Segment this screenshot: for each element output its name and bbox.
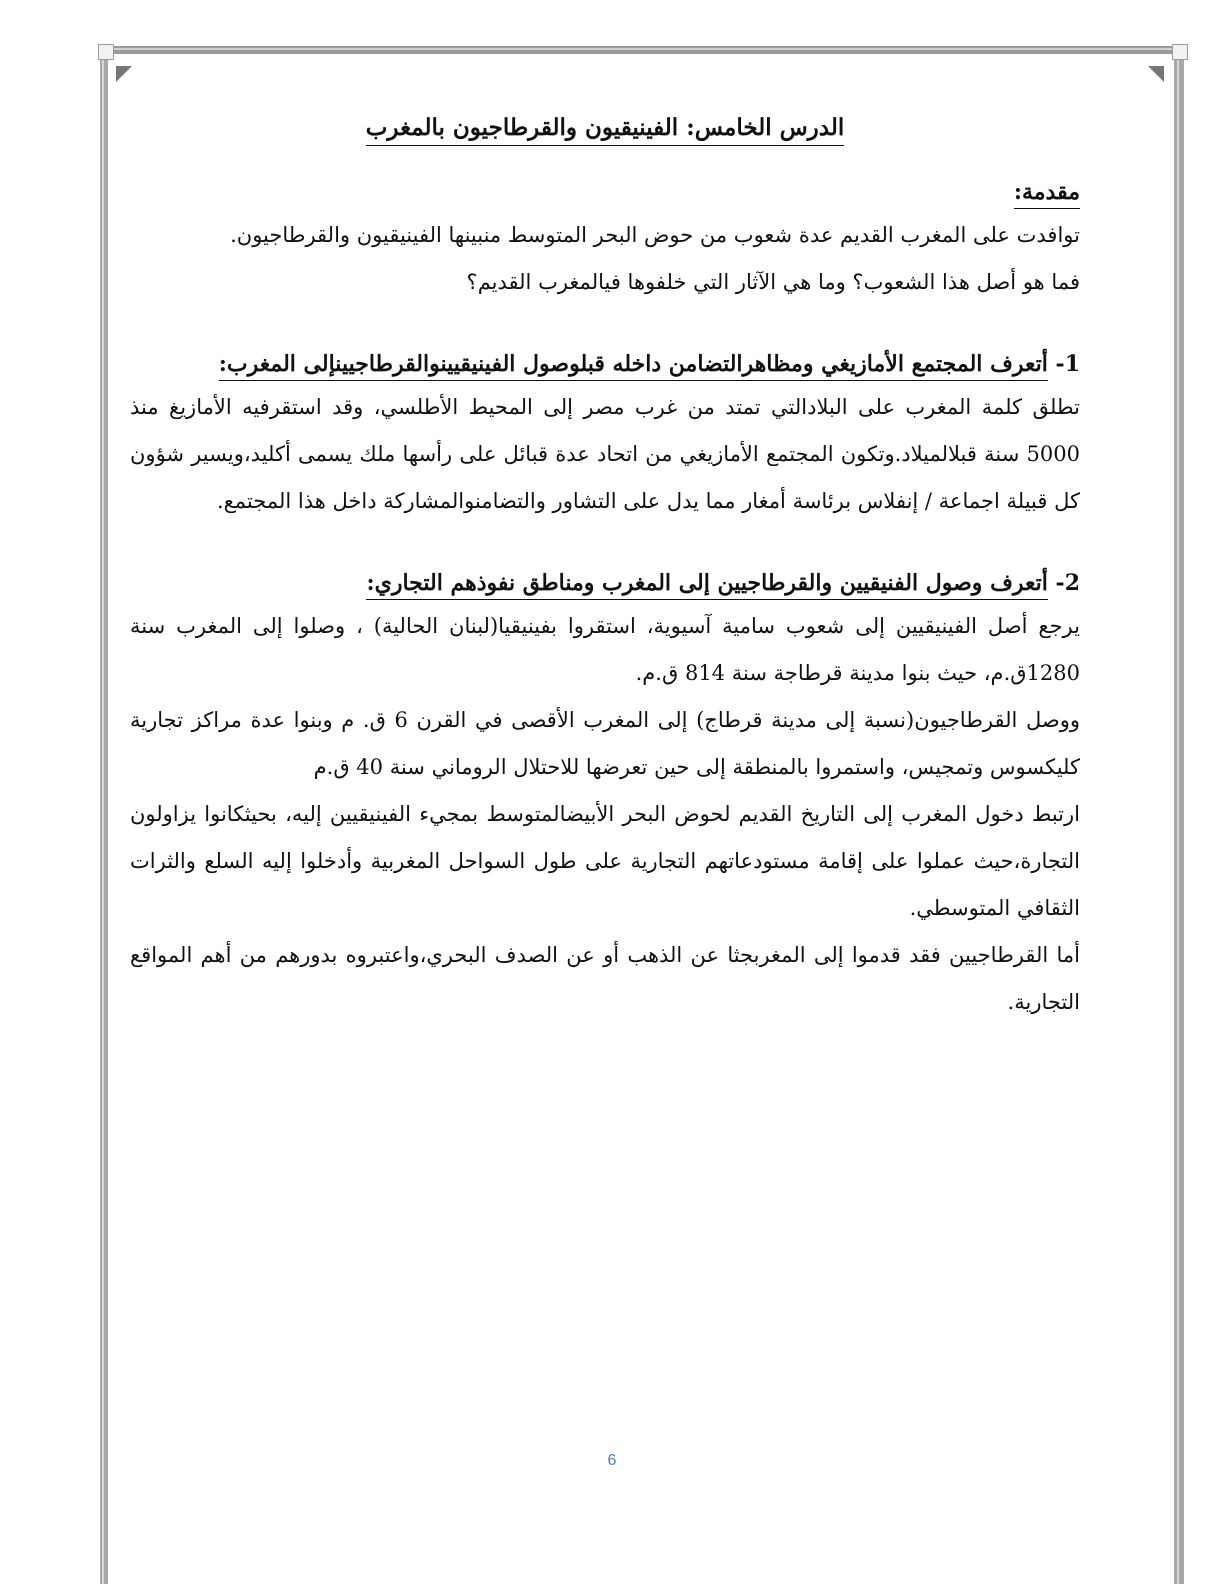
lesson-title [130, 108, 1080, 148]
page-number: 6 [607, 1452, 617, 1469]
intro-heading-text: مقدمة: [1014, 179, 1080, 209]
section-2-paragraph-4: أما القرطاجيين فقد قدموا إلى المغربجثا عن الذهب أو عن الصدف البحري،واعتبروه بدورهم من أهم المواقع التجارية. [130, 943, 1080, 1014]
section-1-heading [130, 344, 1080, 384]
spacer [130, 525, 1080, 563]
section-2-paragraph-3: ارتبط دخول المغرب إلى التاريخ القديم لحوض البحر الأبيضالمتوسط بمجيء الفينيقيين إليه، بحيثكانوا يزاولون التجارة،حيث عملوا على إقامة مستودعاتهم التجارية على طول السواحل المغربية وأدخلوا إليه السلع والثرات الثقافي المتوسطي. [130, 802, 1080, 920]
intro-heading [130, 172, 1080, 212]
intro-paragraph-1: توافدت على المغرب القديم عدة شعوب من حوض البحر المتوسط منبينها الفينيقيون والقرطاجيون. [230, 223, 1080, 247]
section-1-heading-text: أتعرف المجتمع الأمازيغي ومظاهرالتضامن داخله قبلوصول الفينيقيينوالقرطاجيينإلى المغرب: [219, 351, 1048, 381]
page-border-left [100, 46, 108, 1584]
spacer [130, 306, 1080, 344]
page-corner-ornament-right [1172, 44, 1188, 60]
section-1-number: 1- [1055, 351, 1080, 377]
section-2-paragraph-1: يرجع أصل الفينيقيين إلى شعوب سامية آسيوية، استقروا بفينيقيا(لبنان الحالية) ، وصلوا إلى المغرب سنة 1280ق.م، حيث بنوا مدينة قرطاجة سنة 814 ق.م. [130, 614, 1080, 685]
page-border-right [1174, 46, 1184, 1584]
document-body [130, 108, 1080, 1026]
section-2-number: 2- [1055, 570, 1080, 596]
lesson-title-text: الدرس الخامس: الفينيقيون والقرطاجيون بالمغرب [366, 114, 845, 146]
section-2-paragraph-2: ووصل القرطاجيون(نسبة إلى مدينة قرطاج) إلى المغرب الأقصى في القرن 6 ق. م وبنوا عدة مراكز تجارية كليكسوس وتمجيس، واستمروا بالمنطقة إلى حين تعرضها للاحتلال الروماني سنة 40 ق.م [130, 708, 1080, 779]
page-corner-ornament-left [98, 44, 114, 60]
corner-triangle-right-icon [1148, 66, 1164, 82]
section-2-heading-text: أتعرف وصول الفنيقيين والقرطاجيين إلى المغرب ومناطق نفوذهم التجاري: [366, 570, 1047, 600]
page-border-top [100, 46, 1185, 54]
section-1-paragraph: تطلق كلمة المغرب على البلادالتي تمتد من غرب مصر إلى المحيط الأطلسي، وقد استقرفيه الأمازيغ منذ 5000 سنة قبلالميلاد.وتكون المجتمع الأمازيغي من اتحاد عدة قبائل على رأسها ملك يسمى أكليد،ويسير شؤون كل قبيلة اجماعة / إنفلاس برئاسة أمغار مما يدل على التشاور والتضامنوالمشاركة داخل هذا المجتمع. [130, 395, 1080, 513]
corner-triangle-left-icon [116, 66, 132, 82]
section-2-heading [130, 563, 1080, 603]
intro-paragraph-2: فما هو أصل هذا الشعوب؟ وما هي الآثار التي خلفوها فيالمغرب القديم؟ [466, 270, 1080, 294]
